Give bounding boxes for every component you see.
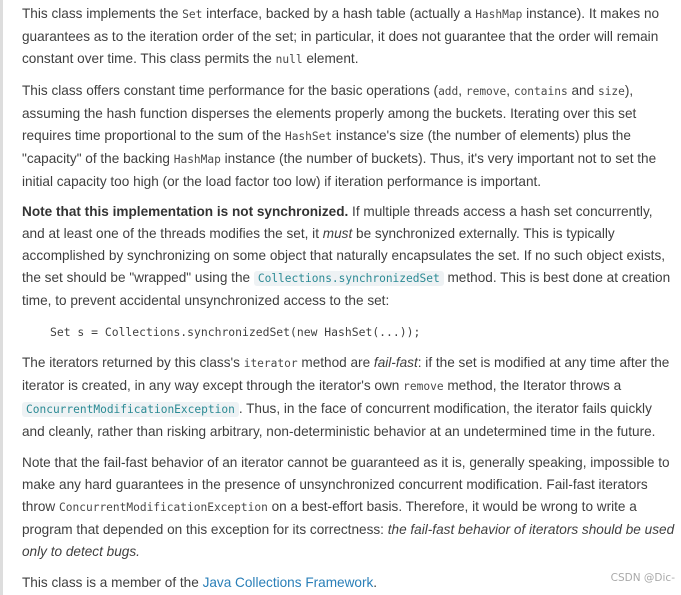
paragraph-synchronization <box>22 201 677 312</box>
emphasis-must: must <box>322 226 353 241</box>
paragraph-fail-fast-note <box>22 452 677 563</box>
text: Note that the fail-fast behavior of an iterator cannot be guaranteed as it is, generally speaking, impossible to make any hard guarantees in the presence of unsynchronized concurrent modification. Fail-fast iterators throw <box>22 455 670 514</box>
text: ), assuming the hash function disperses the elements properly among the buckets. Iterating over this set requires time proportional to the sum of the <box>22 83 637 143</box>
inline-code-remove: remove <box>465 85 507 98</box>
text: instance's size (the number of elements) plus the "capacity" of the backing <box>22 128 631 166</box>
inline-code-size: size <box>597 85 625 98</box>
inline-code-iterator: iterator <box>243 357 298 370</box>
paragraph-member <box>22 572 677 594</box>
text: instance). It makes no guarantees as to the iteration order of the set; in particular, it does not guarantee that the order will remain constant over time. This class permits the <box>22 6 660 66</box>
text: be synchronized externally. This is typically accomplished by synchronizing on some object that naturally encapsulates the set. If no such object exists, the set should be "wrapped" using the <box>22 226 666 285</box>
text: method, the Iterator throws a <box>443 378 622 393</box>
bold-note: Note that this implementation is not synchronized. <box>22 204 349 219</box>
inline-code-add: add <box>438 85 459 98</box>
csdn-watermark: CSDN @Dic- <box>610 572 675 584</box>
text: method are <box>297 355 374 370</box>
text: instance (the number of buckets). Thus, it's very important not to set the initial capacity too high (or the load factor too low) if iteration performance is important. <box>22 151 657 189</box>
inline-code-set: Set <box>182 8 203 21</box>
inline-code-hashmap: HashMap <box>173 153 221 166</box>
text: This class implements the <box>22 6 183 21</box>
text: on a best-effort basis. Therefore, it would be wrong to write a program that depended on this exception for its correctness: <box>22 499 637 537</box>
inline-code-null: null <box>275 53 303 66</box>
text: element. <box>302 51 359 66</box>
text: interface, backed by a hash table (actually a <box>202 6 476 21</box>
text: and <box>567 83 598 98</box>
code-block: Set s = Collections.synchronizedSet(new HashSet(...)); <box>50 325 421 339</box>
text: . <box>373 575 378 590</box>
text: The iterators returned by this class's <box>22 355 244 370</box>
emphasis-fail-fast-behavior: the fail-fast behavior of iterators should be used only to detect bugs. <box>22 522 675 559</box>
collections-framework-link[interactable]: Java Collections Framework <box>202 575 374 590</box>
inline-code-remove: remove <box>403 380 444 393</box>
paragraph-intro <box>22 3 677 71</box>
paragraph-iterators <box>22 352 677 443</box>
inline-code-cme: ConcurrentModificationException <box>22 402 239 417</box>
text: , <box>506 83 514 98</box>
paragraph-performance <box>22 80 677 193</box>
text: This class offers constant time performance for the basic operations ( <box>22 83 439 98</box>
text: . Thus, in the face of concurrent modification, the iterator fails quickly and cleanly, rather than risking arbitrary, non-deterministic behavior at an undetermined time in the future. <box>22 401 656 439</box>
inline-code-hashset: HashSet <box>284 130 333 143</box>
inline-code-contains: contains <box>513 85 568 98</box>
inline-code-hashmap: HashMap <box>475 8 523 21</box>
text: If multiple threads access a hash set concurrently, and at least one of the threads modifies the set, it <box>22 204 653 241</box>
text: method. This is best done at creation time, to prevent accidental unsynchronized access to the set: <box>22 270 671 308</box>
emphasis-fail-fast: fail-fast <box>373 355 418 370</box>
text: : if the set is modified at any time after the iterator is created, in any way except through the iterator's own <box>22 355 670 393</box>
inline-code-cme: ConcurrentModificationException <box>59 501 268 514</box>
text: , <box>458 83 466 98</box>
text: This class is a member of the <box>22 575 203 590</box>
inline-code-synchronizedset: Collections.synchronizedSet <box>254 271 444 286</box>
